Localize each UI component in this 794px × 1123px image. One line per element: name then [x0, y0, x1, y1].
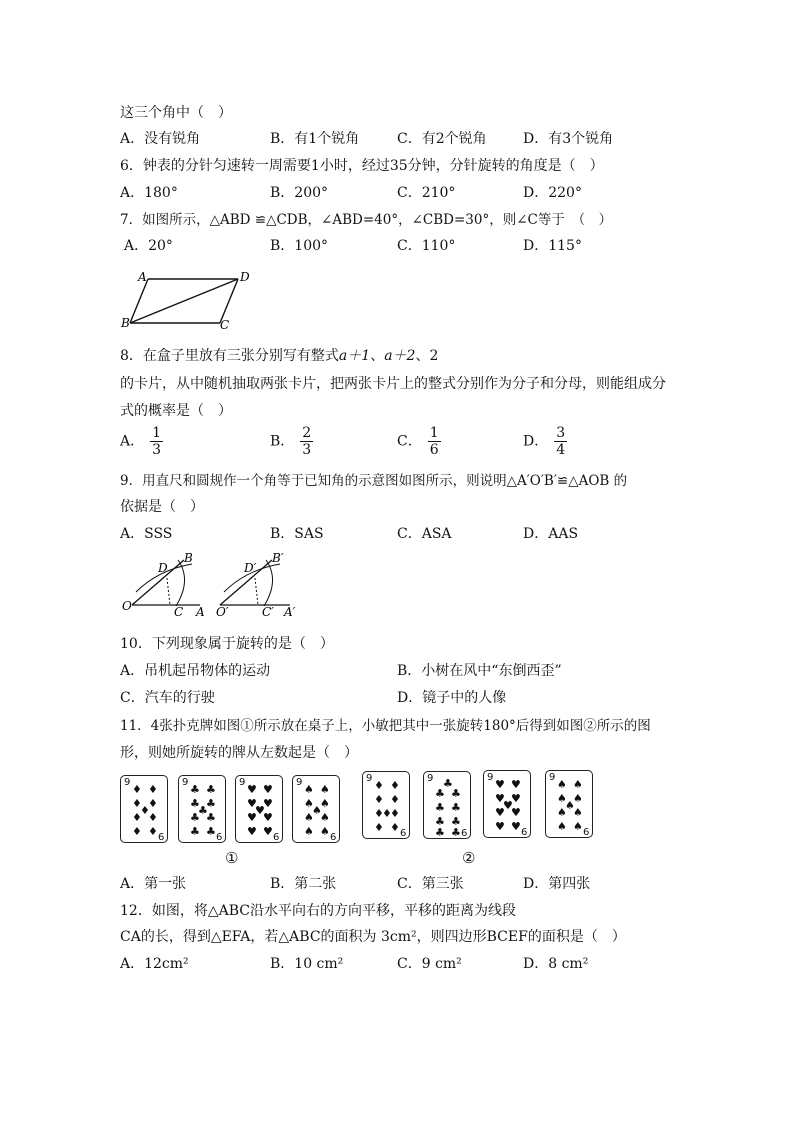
diamond-icon: ♦: [374, 821, 384, 834]
club-icon: ♣: [443, 777, 453, 790]
card-rank: 9: [182, 777, 189, 788]
q8-option-b: [270, 425, 313, 458]
card-rank: 9: [296, 777, 303, 788]
spade-icon: ♠: [320, 811, 330, 824]
club-icon: ♣: [206, 783, 216, 796]
diamond-icon: ♦: [132, 783, 142, 796]
q7-option-c: C．110°: [397, 238, 456, 254]
q9-fig1-label-o: O: [122, 599, 132, 613]
q7-option-b: B．100°: [270, 238, 329, 254]
q11-fig1-card-3: [235, 775, 283, 843]
q12-option-d: D．8 cm²: [523, 956, 589, 972]
card-rank: 9: [124, 777, 131, 788]
q9-fig2-label-c: C′: [262, 605, 274, 619]
q7-parallelogram-figure: [118, 265, 253, 335]
q9-fig2-label-a: A′: [284, 605, 296, 619]
q9-angle-figure: [118, 550, 308, 622]
q11-option-a: A．第一张: [120, 876, 187, 892]
card-rank: 9: [487, 772, 494, 783]
q8-option-c-num: 1: [429, 425, 439, 441]
heart-icon: ♥: [495, 792, 505, 805]
q7-label-a: A: [138, 270, 147, 284]
q5-option-a: A．没有锐角: [120, 131, 201, 147]
club-icon: ♣: [451, 787, 461, 800]
q8-expr-3: 2: [429, 348, 439, 364]
q8-stem-line2: 的卡片，从中随机抽取两张卡片，把两张卡片上的整式分别作为分子和分母，则能组成分: [120, 376, 666, 392]
card-rank-flipped: 9: [520, 825, 527, 836]
q11-fig1-label: ①: [225, 849, 239, 867]
diamond-icon: ♦: [148, 797, 158, 810]
q5-option-d: D．有3个锐角: [523, 131, 614, 147]
q6-option-b: B．200°: [270, 185, 329, 201]
card-rank: 9: [366, 773, 373, 784]
q9-fig1-label-c: C: [174, 605, 184, 619]
spade-icon: ♠: [557, 806, 567, 819]
club-icon: ♣: [190, 797, 200, 810]
heart-icon: ♥: [511, 792, 521, 805]
club-icon: ♣: [206, 811, 216, 824]
q8-option-d: [523, 425, 567, 458]
spade-icon: ♠: [312, 804, 322, 817]
q8-option-a-label: A．: [120, 433, 145, 450]
q8-option-c-den: 6: [429, 442, 439, 459]
q9-option-b: B．SAS: [270, 526, 324, 542]
diamond-icon: ♦: [132, 797, 142, 810]
q8-option-b-label: B．: [270, 433, 295, 450]
heart-icon: ♥: [247, 783, 257, 796]
heart-icon: ♥: [495, 820, 505, 833]
heart-icon: ♥: [495, 806, 505, 819]
diamond-icon: ♦: [148, 783, 158, 796]
heart-icon: ♥: [263, 811, 273, 824]
club-icon: ♣: [435, 826, 445, 839]
heart-icon: ♥: [247, 797, 257, 810]
q8-stem-line3: 式的概率是（ ）: [120, 403, 232, 419]
q6-option-a: A．180°: [120, 185, 178, 201]
q10-stem: 10．下列现象属于旋转的是（ ）: [120, 636, 334, 652]
q7-option-d: D．115°: [523, 238, 582, 254]
card-rank: 9: [427, 773, 434, 784]
q11-fig1-card-2: [178, 775, 226, 843]
q6-stem: 6．钟表的分针匀速转一周需要1小时，经过35分钟，分针旋转的角度是（ ）: [120, 158, 604, 174]
club-icon: ♣: [190, 825, 200, 838]
q7-label-b: B: [121, 316, 130, 330]
diamond-icon: ♦: [374, 807, 384, 820]
spade-icon: ♠: [573, 792, 583, 805]
club-icon: ♣: [190, 811, 200, 824]
spade-icon: ♠: [320, 783, 330, 796]
q8-option-c: [397, 425, 441, 458]
q9-stem-line2: 依据是（ ）: [120, 499, 204, 515]
spade-icon: ♠: [565, 799, 575, 812]
diamond-icon: ♦: [390, 807, 400, 820]
spade-icon: ♠: [304, 797, 314, 810]
diamond-icon: ♦: [132, 811, 142, 824]
q9-stem: 9．用直尺和圆规作一个角等于已知角的示意图如图所示，则说明△A′O′B′≌△AOB 的: [120, 473, 628, 489]
q11-stem-line2: 形，则她所旋转的牌从左数起是（ ）: [120, 745, 358, 761]
q9-fig2-label-o: O′: [216, 605, 229, 619]
heart-icon: ♥: [503, 799, 513, 812]
spade-icon: ♠: [320, 797, 330, 810]
q11-fig2-card-4: [545, 770, 593, 838]
diamond-icon: ♦: [382, 807, 392, 820]
q11-fig2-card-1: [362, 771, 410, 839]
heart-icon: ♥: [263, 825, 273, 838]
q8-option-a-num: 1: [152, 425, 162, 441]
q8-stem-pre: 8．在盒子里放有三张分别写有整式: [120, 348, 339, 364]
spade-icon: ♠: [557, 778, 567, 791]
spade-icon: ♠: [573, 820, 583, 833]
q11-option-c: C．第三张: [397, 876, 464, 892]
heart-icon: ♥: [495, 778, 505, 791]
heart-icon: ♥: [255, 804, 265, 817]
q11-stem: 11．4张扑克牌如图①所示放在桌子上，小敏把其中一张旋转180°后得到如图②所示的图: [120, 718, 651, 734]
heart-icon: ♥: [263, 797, 273, 810]
club-icon: ♣: [206, 825, 216, 838]
q7-option-a: A．20°: [124, 238, 173, 254]
q12-option-b: B．10 cm²: [270, 956, 344, 972]
club-icon: ♣: [451, 801, 461, 814]
heart-icon: ♥: [247, 811, 257, 824]
q10-option-d: D．镜子中的人像: [397, 690, 507, 706]
q8-option-d-num: 3: [556, 425, 566, 441]
q8-expr-2: a＋2: [384, 348, 416, 364]
diamond-icon: ♦: [140, 804, 150, 817]
q11-fig1-card-4: [292, 775, 340, 843]
q7-label-c: C: [220, 318, 230, 332]
q10-option-c: C．汽车的行驶: [120, 690, 215, 706]
club-icon: ♣: [206, 797, 216, 810]
q12-option-c: C．9 cm²: [397, 956, 462, 972]
diamond-icon: ♦: [148, 825, 158, 838]
spade-icon: ♠: [557, 820, 567, 833]
q9-option-c: C．ASA: [397, 526, 452, 542]
q11-fig2-card-3: [483, 770, 531, 838]
q8-sep-1: 、: [370, 348, 385, 364]
q9-option-a: A．SSS: [120, 526, 173, 542]
q8-sep-2: 、: [415, 348, 430, 364]
q8-option-d-den: 4: [556, 442, 566, 459]
club-icon: ♣: [451, 826, 461, 839]
q12-stem-line2: CA的长，得到△EFA，若△ABC的面积为 3cm²，则四边形BCEF的面积是（ ）: [120, 929, 626, 945]
diamond-icon: ♦: [390, 779, 400, 792]
diamond-icon: ♦: [148, 811, 158, 824]
q9-fig1-label-d: D: [158, 561, 168, 575]
q9-fig2-label-b: B′: [272, 551, 284, 565]
q10-option-b: B．小树在风中“东倒西歪”: [397, 663, 562, 679]
spade-icon: ♠: [304, 825, 314, 838]
q9-fig1-label-a: A: [196, 605, 205, 619]
q8-option-b-den: 3: [302, 442, 312, 459]
heart-icon: ♥: [247, 825, 257, 838]
card-rank-flipped: 9: [215, 830, 222, 841]
heart-icon: ♥: [511, 820, 521, 833]
q11-fig2-label: ②: [462, 849, 476, 867]
heart-icon: ♥: [263, 783, 273, 796]
q11-option-b: B．第二张: [270, 876, 337, 892]
heart-icon: ♥: [511, 778, 521, 791]
club-icon: ♣: [435, 787, 445, 800]
card-rank-flipped: 9: [582, 825, 589, 836]
q9-option-d: D．AAS: [523, 526, 579, 542]
spade-icon: ♠: [573, 806, 583, 819]
q6-option-c: C．210°: [397, 185, 456, 201]
q11-option-d: D．第四张: [523, 876, 591, 892]
card-rank-flipped: 9: [399, 826, 406, 837]
q5-option-c: C．有2个锐角: [397, 131, 487, 147]
q11-fig1-card-1: [120, 775, 168, 843]
card-rank: 9: [549, 772, 556, 783]
diamond-icon: ♦: [390, 793, 400, 806]
spade-icon: ♠: [304, 811, 314, 824]
heart-icon: ♥: [511, 806, 521, 819]
q8-expr-1: a＋1: [338, 348, 371, 364]
club-icon: ♣: [435, 801, 445, 814]
q7-label-d: D: [240, 270, 250, 284]
q6-option-d: D．220°: [523, 185, 582, 201]
spade-icon: ♠: [557, 792, 567, 805]
spade-icon: ♠: [304, 783, 314, 796]
card-rank-flipped: 9: [157, 830, 164, 841]
diamond-icon: ♦: [374, 793, 384, 806]
club-icon: ♣: [435, 815, 445, 828]
q8-option-a: [120, 425, 163, 458]
q8-option-c-label: C．: [397, 433, 422, 450]
diamond-icon: ♦: [374, 779, 384, 792]
q12-option-a: A．12cm²: [120, 956, 189, 972]
spade-icon: ♠: [573, 778, 583, 791]
q8-option-a-den: 3: [152, 442, 162, 459]
diamond-icon: ♦: [390, 821, 400, 834]
club-icon: ♣: [190, 783, 200, 796]
card-rank-flipped: 9: [272, 830, 279, 841]
q9-fig2-label-d: D′: [244, 561, 257, 575]
q10-option-a: A．吊机起吊物体的运动: [120, 663, 271, 679]
q8-option-d-label: D．: [523, 433, 549, 450]
q8-stem-line1: [120, 345, 438, 365]
diamond-icon: ♦: [132, 825, 142, 838]
q5-option-b: B．有1个锐角: [270, 131, 360, 147]
q7-stem: 7．如图所示，△ABD ≌△CDB，∠ABD=40°，∠CBD=30°，则∠C等于 （ ）: [120, 212, 613, 228]
club-icon: ♣: [451, 815, 461, 828]
q8-option-b-num: 2: [302, 425, 312, 441]
q5-stem-tail: 这三个角中（ ）: [120, 105, 232, 121]
card-rank-flipped: 9: [460, 826, 467, 837]
club-icon: ♣: [198, 804, 208, 817]
q11-fig2-card-2: [423, 771, 471, 839]
q9-fig1-label-b: B: [184, 551, 193, 565]
spade-icon: ♠: [320, 825, 330, 838]
card-rank: 9: [239, 777, 246, 788]
q12-stem: 12．如图，将△ABC沿水平向右的方向平移，平移的距离为线段: [120, 903, 516, 919]
card-rank-flipped: 9: [329, 830, 336, 841]
